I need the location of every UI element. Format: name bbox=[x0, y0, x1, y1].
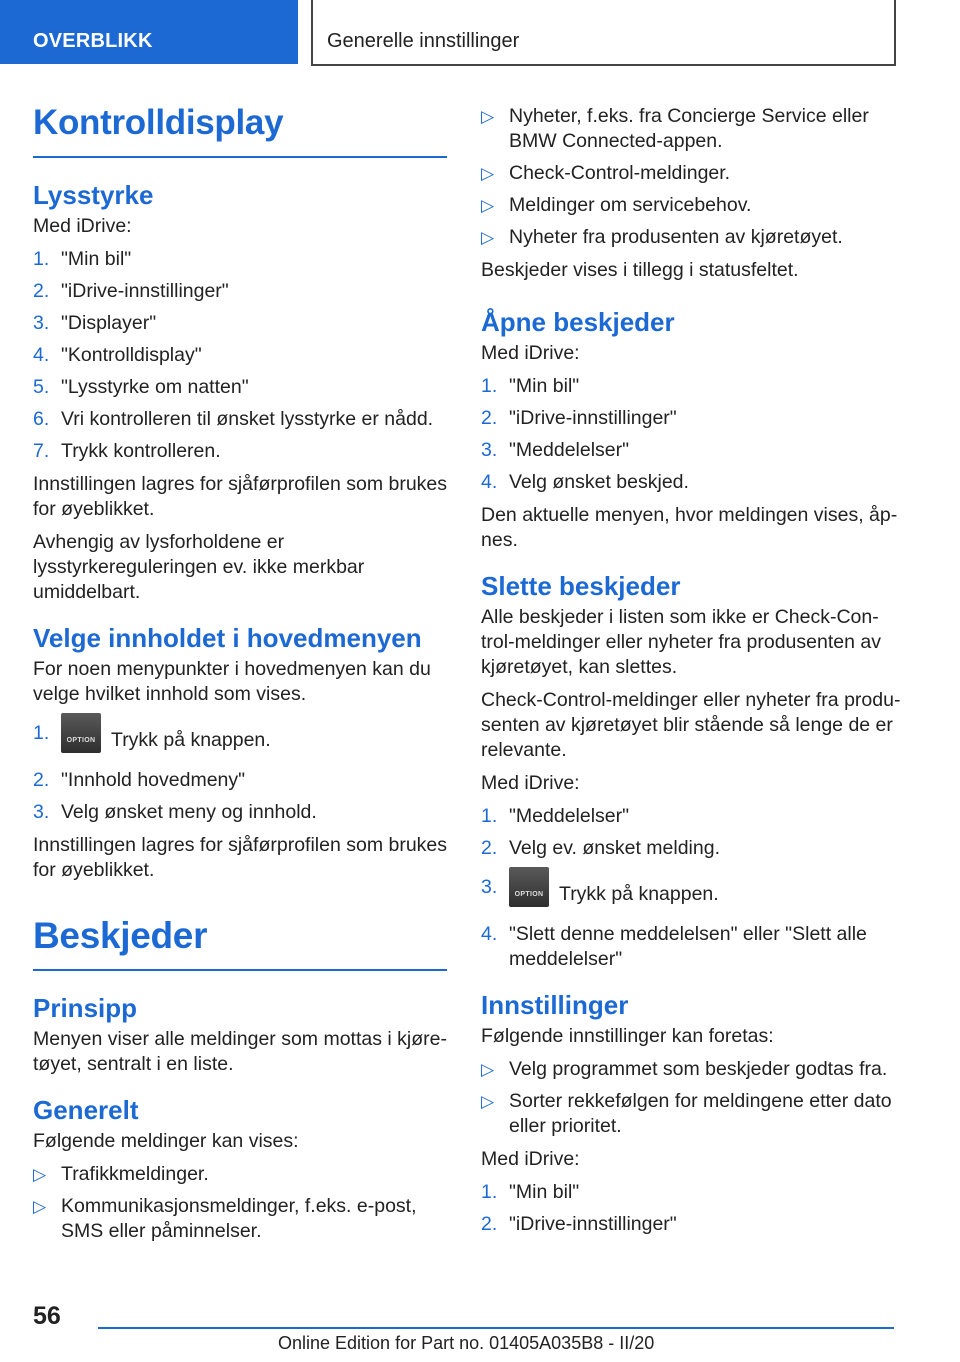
right-column bbox=[481, 104, 901, 1253]
footer-edition: Online Edition for Part no. 01405A035B8 - II/20 bbox=[278, 1333, 655, 1353]
footer-divider bbox=[98, 1327, 894, 1329]
section-hovedmeny bbox=[33, 621, 447, 883]
heading-prinsipp: Prinsipp bbox=[33, 993, 138, 1023]
list-item: 3. OPTION Trykk på knappen. bbox=[481, 875, 901, 915]
option-button-icon: OPTION bbox=[61, 713, 101, 753]
list-item: 1. "Min bil" bbox=[481, 375, 580, 397]
heading-generelt: Generelt bbox=[33, 1095, 139, 1125]
list-item: 2. "iDrive-innstillinger" bbox=[33, 280, 229, 302]
triangle-bullet-icon: ▷ bbox=[33, 1165, 47, 1184]
list-item: 4. "Kontrolldisplay" bbox=[33, 344, 202, 366]
section-apne bbox=[481, 305, 901, 553]
tab-overview[interactable]: OVERBLIKK bbox=[0, 0, 298, 64]
intro-text: Følgende meldinger kan vises: bbox=[33, 1130, 299, 1152]
heading-lysstyrke: Lysstyrke bbox=[33, 180, 154, 210]
list-item: 2. "iDrive-innstillinger" bbox=[481, 407, 677, 429]
list-item: 1. "Min bil" bbox=[481, 1181, 580, 1203]
left-column bbox=[33, 96, 447, 1260]
intro-text: Med iDrive: bbox=[33, 215, 132, 237]
list-item: 7. Trykk kontrolleren. bbox=[33, 440, 221, 462]
list-item: ▷ Trafikkmeldinger. bbox=[33, 1163, 209, 1185]
list-item: 1. "Min bil" bbox=[33, 248, 132, 270]
intro-text: Med iDrive: bbox=[481, 772, 580, 794]
list-item: 2. Velg ev. ønsket melding. bbox=[481, 837, 720, 859]
triangle-bullet-icon: ▷ bbox=[481, 1092, 495, 1111]
tab-section-title[interactable]: Generelle innstillinger bbox=[311, 0, 896, 66]
list-item: 1. OPTION Trykk på knappen. bbox=[33, 721, 447, 761]
steps-list bbox=[481, 804, 901, 972]
heading-slette-beskjeder: Slette beskjeder bbox=[481, 571, 681, 601]
list-item: ▷ Kommunikasjonsmeldinger, f.eks. e-post, SMS eller påminnelser. bbox=[33, 1195, 417, 1242]
note-text: Avhengig av lysforholdene er lysstyrkereguleringen ev. ikke merkbar umiddelbart. bbox=[33, 531, 365, 603]
list-item: ▷ Velg programmet som beskjeder godtas fra. bbox=[481, 1058, 888, 1080]
heading-kontrolldisplay: Kontrolldisplay bbox=[33, 96, 447, 158]
list-item: 3. Velg ønsket meny og innhold. bbox=[33, 801, 317, 823]
intro-text: Med iDrive: bbox=[481, 342, 580, 364]
section-lysstyrke bbox=[33, 178, 447, 605]
option-button-icon: OPTION bbox=[509, 867, 549, 907]
status-note: Beskjeder vises i tillegg i statusfeltet. bbox=[481, 259, 799, 281]
section-innstillinger bbox=[481, 988, 901, 1237]
list-item: 3. "Displayer" bbox=[33, 312, 157, 334]
section-prinsipp bbox=[33, 991, 447, 1077]
list-item: 2. "iDrive-innstillinger" bbox=[481, 1213, 677, 1235]
list-item: ▷ Nyheter fra produsenten av kjøretøyet. bbox=[481, 226, 843, 248]
list-item: 1. "Meddelelser" bbox=[481, 805, 630, 827]
list-item: 5. "Lysstyrke om natten" bbox=[33, 376, 249, 398]
list-item: ▷ Meldinger om servicebehov. bbox=[481, 194, 752, 216]
triangle-bullet-icon: ▷ bbox=[481, 1060, 495, 1079]
list-item: 4. Velg ønsket beskjed. bbox=[481, 471, 689, 493]
list-item: ▷ Nyheter, f.eks. fra Concierge Service eller BMW Connected-appen. bbox=[481, 105, 869, 152]
list-item: 6. Vri kontrolleren til ønsket lysstyrke er nådd. bbox=[33, 408, 434, 430]
triangle-bullet-icon: ▷ bbox=[481, 196, 495, 215]
steps-list bbox=[33, 721, 447, 825]
triangle-bullet-icon: ▷ bbox=[481, 107, 495, 126]
intro-text: For noen menypunkter i hovedmenyen kan du velge hvilket innhold som vises. bbox=[33, 658, 431, 705]
heading-velge-innhold: Velge innholdet i hovedmenyen bbox=[33, 623, 422, 653]
intro-text: Med iDrive: bbox=[481, 1148, 580, 1170]
list-item: ▷ Check-Control-meldinger. bbox=[481, 162, 731, 184]
heading-beskjeder: Beskjeder bbox=[33, 909, 447, 971]
body-text: Alle beskjeder i listen som ikke er Check-Control-meldinger eller nyheter fra produsenten av kjøretøyet, kan slettes. bbox=[481, 606, 881, 678]
note-text: Den aktuelle menyen, hvor meldingen vises, åpnes. bbox=[481, 504, 898, 551]
bullet-list bbox=[33, 1162, 447, 1244]
body-text: Menyen viser alle meldinger som mottas i kjøretøyet, sentralt i en liste. bbox=[33, 1028, 447, 1075]
list-item: 4. "Slett denne meddelelsen" eller "Slett alle meddelelser" bbox=[481, 923, 867, 970]
body-text: Check-Control-meldinger eller nyheter fra produsenten av kjøretøyet blir stående så lenge de er relevante. bbox=[481, 689, 901, 761]
bullet-list bbox=[481, 1057, 901, 1139]
heading-apne-beskjeder: Åpne beskjeder bbox=[481, 307, 675, 337]
section-slette bbox=[481, 569, 901, 972]
page-number: 56 bbox=[33, 1302, 61, 1330]
header-tabs bbox=[0, 0, 960, 66]
triangle-bullet-icon: ▷ bbox=[481, 164, 495, 183]
steps-list bbox=[481, 374, 901, 495]
triangle-bullet-icon: ▷ bbox=[33, 1197, 47, 1216]
intro-text: Følgende innstillinger kan foretas: bbox=[481, 1025, 774, 1047]
steps-list bbox=[33, 247, 447, 464]
triangle-bullet-icon: ▷ bbox=[481, 228, 495, 247]
steps-list bbox=[481, 1180, 901, 1237]
bullet-list bbox=[481, 104, 901, 250]
heading-innstillinger: Innstillinger bbox=[481, 990, 629, 1020]
note-text: Innstillingen lagres for sjåførprofilen som brukes for øyeblikket. bbox=[33, 473, 448, 520]
list-item: ▷ Sorter rekkefølgen for meldingene etter dato eller prioritet. bbox=[481, 1090, 892, 1137]
note-text: Innstillingen lagres for sjåførprofilen som brukes for øyeblikket. bbox=[33, 834, 448, 881]
section-generelt bbox=[33, 1093, 447, 1244]
list-item: 3. "Meddelelser" bbox=[481, 439, 630, 461]
list-item: 2. "Innhold hovedmeny" bbox=[33, 769, 246, 791]
